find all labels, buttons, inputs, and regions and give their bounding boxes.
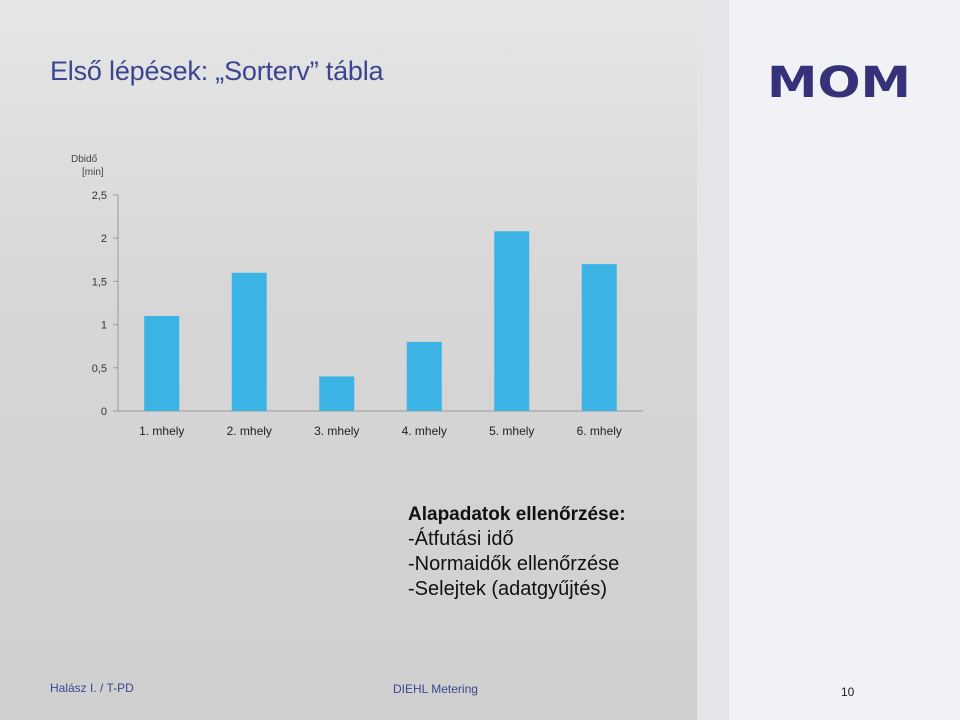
body-item-scrap: -Selejtek (adatgyűjtés) — [408, 578, 607, 600]
mom-logo — [767, 64, 911, 100]
body-item-throughput-time: -Átfutási idő — [408, 528, 514, 550]
bar-4 — [407, 342, 442, 411]
x-axis-labels — [139, 424, 622, 438]
page-number: 10 — [841, 685, 855, 699]
y-tick-label: 1 — [100, 319, 107, 332]
bar-6 — [582, 264, 617, 411]
bar-2 — [232, 273, 267, 411]
bars — [144, 231, 617, 411]
y-axis-label-line2: [min] — [82, 167, 104, 178]
x-tick-label: 2. mhely — [226, 424, 272, 438]
slide-title: Első lépések: „Sorterv” tábla — [50, 56, 384, 86]
y-tick-label: 2 — [100, 233, 107, 246]
bar-1 — [144, 316, 179, 411]
bar-5 — [494, 231, 529, 411]
y-tick-label: 1,5 — [91, 276, 107, 289]
y-tick-label: 0 — [100, 406, 107, 418]
y-tick-label: 0,5 — [91, 362, 107, 375]
y-tick-label: 2,5 — [91, 190, 107, 202]
body-item-standard-times: -Normaidők ellenőrzése — [408, 553, 620, 575]
x-tick-label: 3. mhely — [314, 424, 360, 438]
x-tick-label: 5. mhely — [489, 424, 535, 438]
x-tick-label: 6. mhely — [576, 424, 622, 438]
footer-author: Halász I. / T-PD — [50, 681, 134, 695]
right-panel — [729, 0, 960, 720]
logo-text: MOM — [767, 64, 911, 100]
body-heading: Alapadatok ellenőrzése: — [408, 504, 626, 525]
body-text — [408, 502, 626, 602]
bar-3 — [319, 376, 354, 411]
divider-strip — [697, 0, 729, 720]
footer-company: DIEHL Metering — [393, 682, 478, 696]
x-tick-label: 4. mhely — [401, 424, 447, 438]
y-axis-label-line1: Dbidő — [71, 154, 98, 165]
x-tick-label: 1. mhely — [139, 424, 185, 438]
bar-chart — [0, 140, 700, 460]
